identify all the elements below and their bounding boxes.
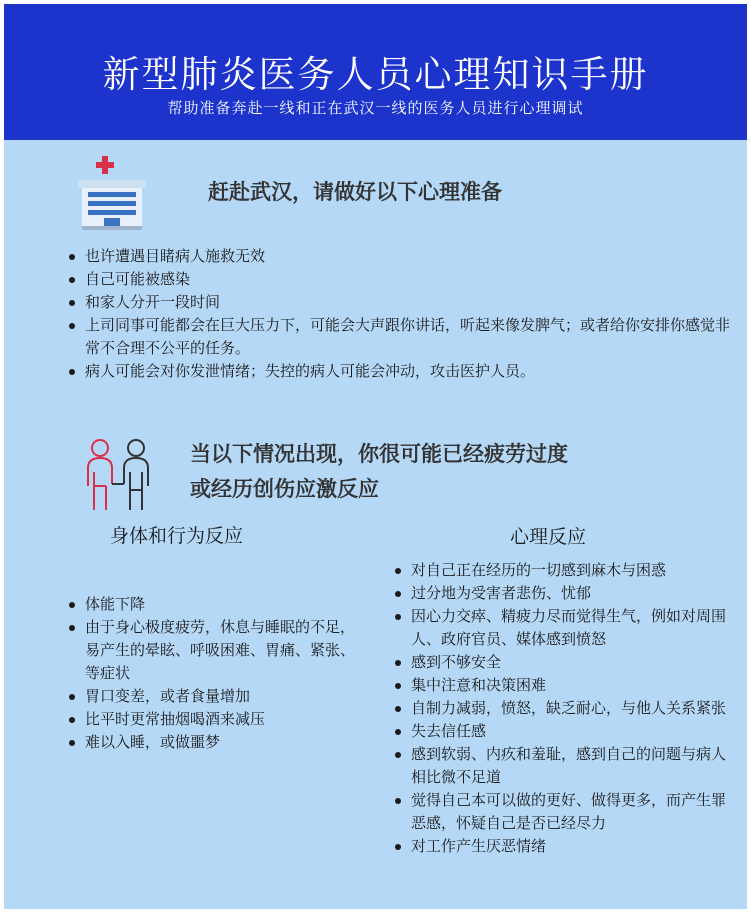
list-item: 因心力交瘁、精疲力尽而觉得生气，例如对周围人、政府官员、媒体感到愤怒 — [394, 605, 734, 651]
psychological-heading: 心理反应 — [510, 526, 587, 548]
list-item: 上司同事可能都会在巨大压力下，可能会大声跟你讲话，听起来像发脾气；或者给你安排你感觉非常不合理不公平的任务。 — [68, 314, 738, 360]
section2-title — [190, 437, 568, 507]
psychological-list — [394, 559, 734, 858]
list-item: 对自己正在经历的一切感到麻木与困惑 — [394, 559, 734, 582]
list-item: 感到软弱、内疚和羞耻，感到自己的问题与病人相比微不足道 — [394, 743, 734, 789]
list-item: 体能下降 — [68, 593, 368, 616]
page-title: 新型肺炎医务人员心理知识手册 — [102, 53, 649, 96]
list-item: 和家人分开一段时间 — [68, 291, 738, 314]
section1-title: 赶赴武汉，请做好以下心理准备 — [208, 180, 502, 204]
list-item: 对工作产生厌恶情绪 — [394, 835, 734, 858]
hospital-icon — [74, 154, 150, 234]
list-item: 病人可能会对你发泄情绪；失控的病人可能会冲动，攻击医护人员。 — [68, 360, 738, 383]
list-item: 胃口变差，或者食量增加 — [68, 685, 368, 708]
physical-behavior-list — [68, 593, 368, 754]
two-people-icon — [80, 438, 160, 512]
list-item: 难以入睡，或做噩梦 — [68, 731, 368, 754]
list-item: 由于身心极度疲劳，休息与睡眠的不足，易产生的晕眩、呼吸困难、胃痛、紧张、等症状 — [68, 616, 368, 685]
physical-behavior-heading: 身体和行为反应 — [110, 525, 244, 547]
list-item: 比平时更常抽烟喝酒来减压 — [68, 708, 368, 731]
list-item: 集中注意和决策困难 — [394, 674, 734, 697]
page-subtitle: 帮助准备奔赴一线和正在武汉一线的医务人员进行心理调试 — [167, 99, 584, 117]
list-item: 失去信任感 — [394, 720, 734, 743]
list-item: 自制力减弱，愤怒，缺乏耐心，与他人关系紧张 — [394, 697, 734, 720]
list-item: 也许遭遇目睹病人施救无效 — [68, 245, 738, 268]
list-item: 感到不够安全 — [394, 651, 734, 674]
list-item: 过分地为受害者悲伤、忧郁 — [394, 582, 734, 605]
section2-title-line1: 当以下情况出现，你很可能已经疲劳过度 — [190, 442, 568, 466]
list-item: 自己可能被感染 — [68, 268, 738, 291]
section1-list — [68, 245, 738, 383]
handbook-page — [4, 4, 747, 909]
header-banner — [4, 4, 747, 140]
list-item: 觉得自己本可以做的更好、做得更多，而产生罪恶感，怀疑自己是否已经尽力 — [394, 789, 734, 835]
section2-title-line2: 或经历创伤应激反应 — [190, 477, 379, 501]
